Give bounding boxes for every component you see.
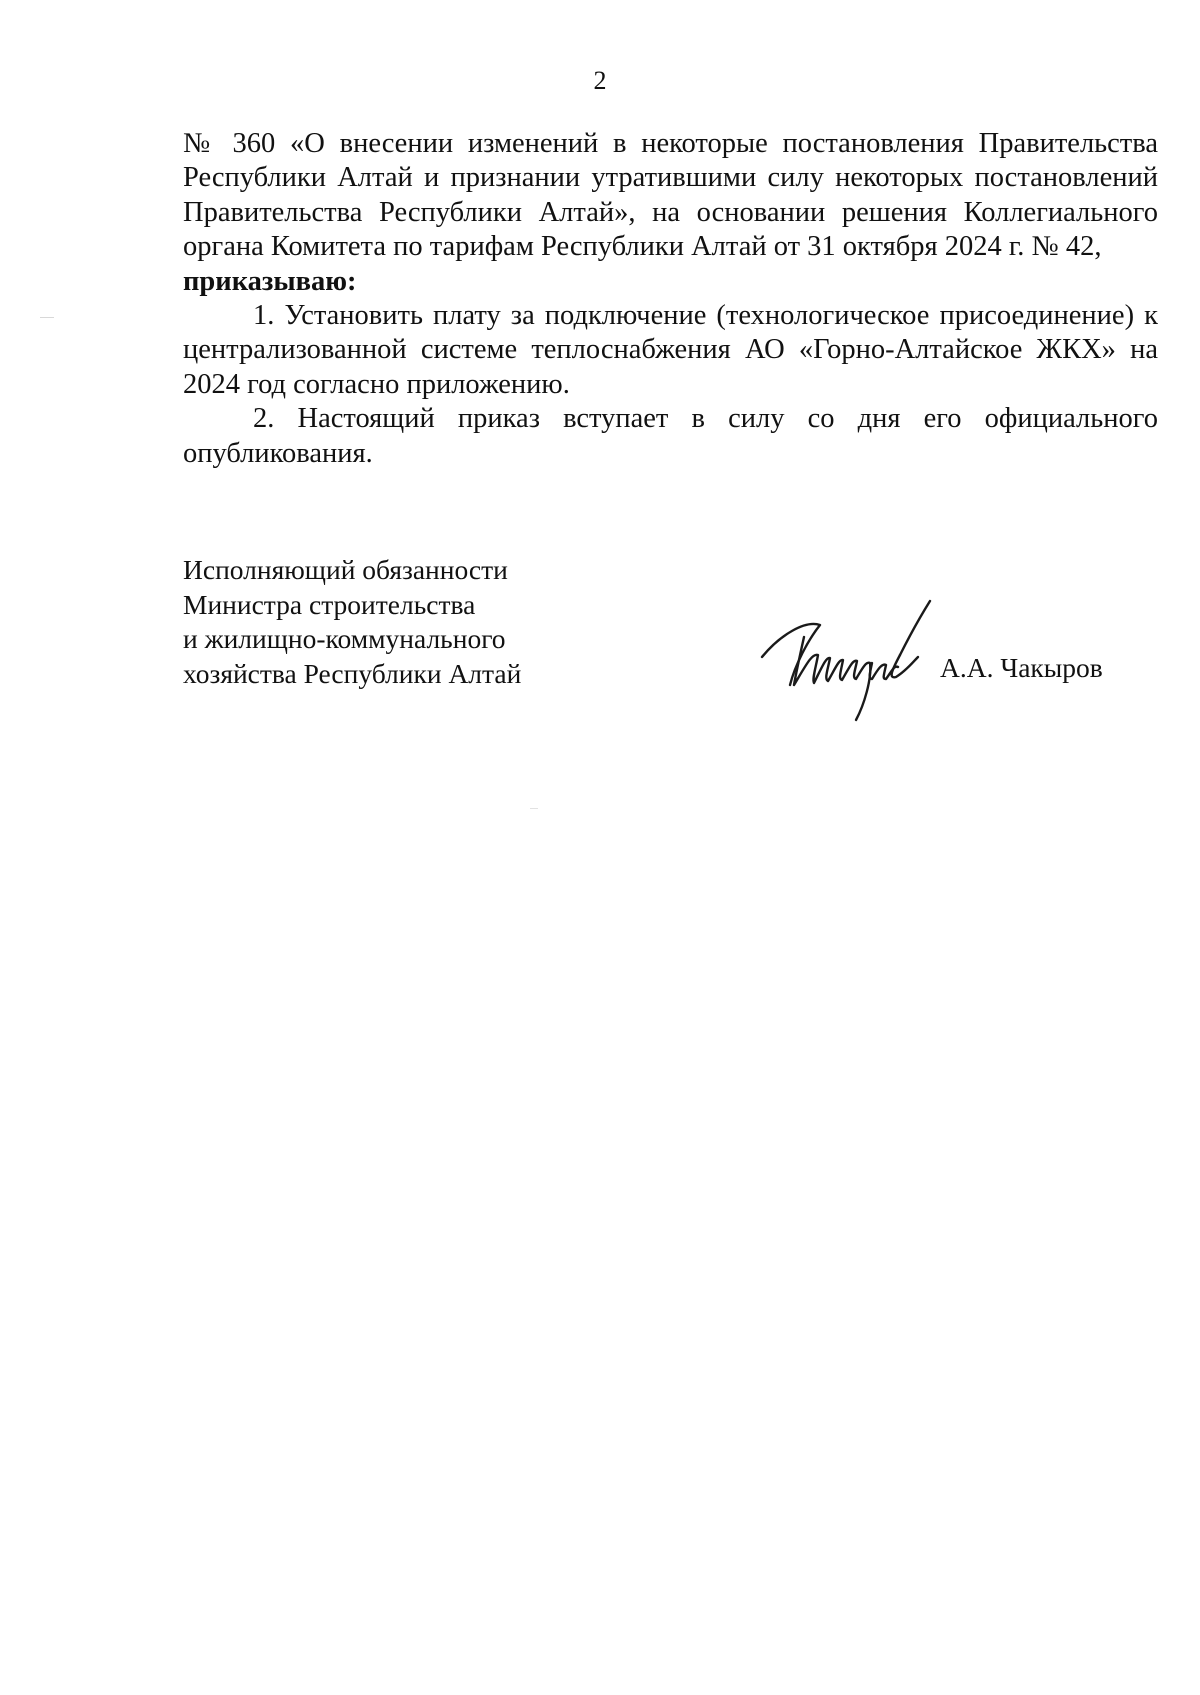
signatory-title (183, 553, 521, 691)
signatory-title-line: Исполняющий обязанности (183, 554, 508, 585)
paragraph-item-1 (183, 299, 1158, 402)
text-line: № 360 «О внесении изменений в некоторые постановления Правительства (183, 128, 1158, 159)
order-keyword: приказываю: (183, 265, 357, 297)
text-line: 1. Установить плату за подключение (технологическое присоединение) (253, 300, 1135, 332)
signatory-title-line: хозяйства Республики Алтай (183, 657, 522, 689)
paragraph-legal-basis (183, 127, 1158, 265)
document-body (183, 127, 1158, 471)
scan-speck (40, 317, 54, 318)
signatory-name: А.А. Чакыров (940, 652, 1103, 683)
text-line: на 2024 год согласно приложению. (183, 334, 1158, 400)
text-line: Республики Алтай и признании утратившими силу некоторых постановлений (183, 162, 1158, 194)
text-line: опубликования. (183, 437, 373, 469)
signatory-title-line: Министра строительства (183, 588, 476, 620)
text-line: Правительства Республики Алтай», на основании решения Коллегиального (183, 196, 1158, 228)
signatory-title-line: и жилищно-коммунального (183, 623, 506, 654)
handwritten-signature (760, 595, 960, 730)
text-line: к централизованной системе теплоснабжения АО «Горно-Алтайское ЖКХ» (183, 300, 1159, 366)
scan-speck (530, 808, 538, 809)
page-number: 2 (593, 66, 607, 95)
text-line: органа Комитета по тарифам Республики Алтай от 31 октября 2024 г. № 42, (183, 231, 1102, 263)
text-line: 2. Настоящий приказ вступает в силу со дня его официального (253, 403, 1158, 435)
paragraph-item-2 (183, 402, 1158, 471)
